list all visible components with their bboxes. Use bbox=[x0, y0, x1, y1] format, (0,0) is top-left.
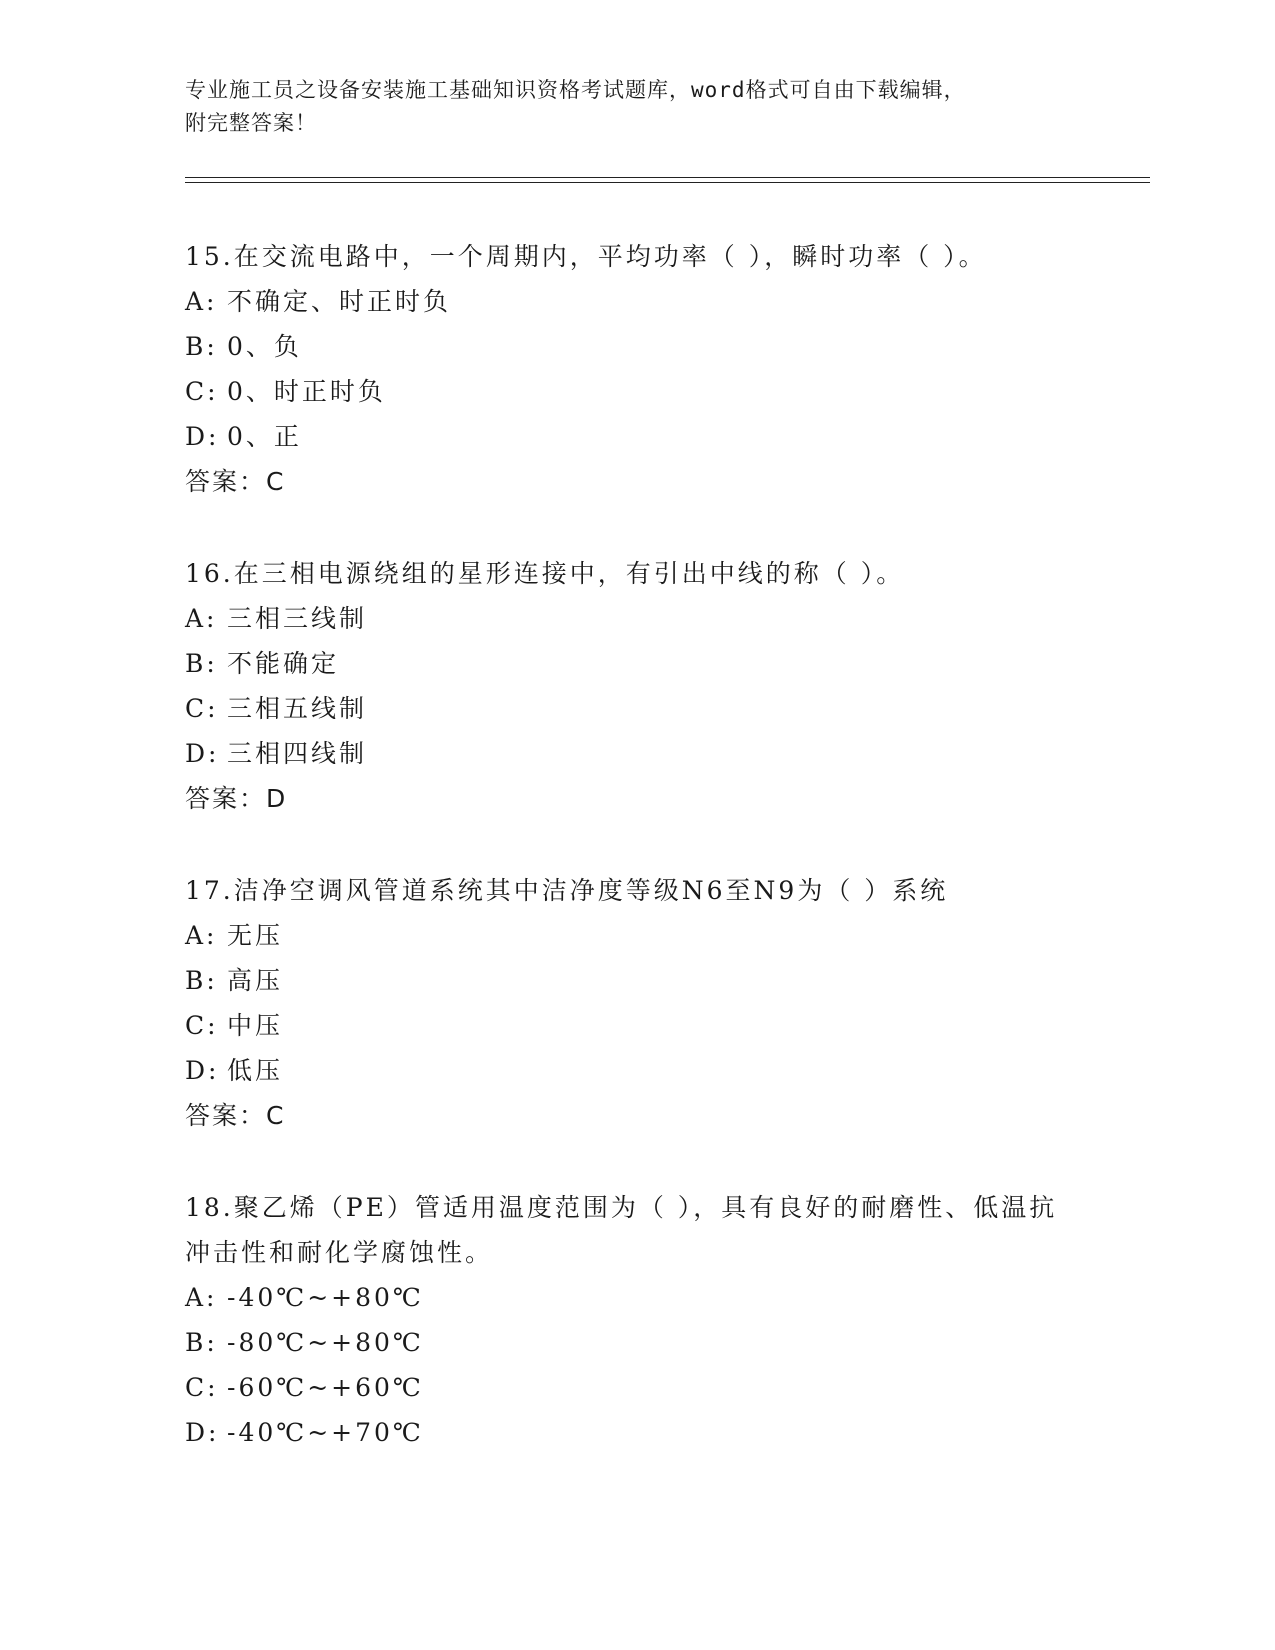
option-letter: B: bbox=[185, 966, 218, 995]
question-16 bbox=[185, 551, 1085, 821]
question-number: 16. bbox=[185, 559, 234, 588]
question-number: 17. bbox=[185, 876, 234, 905]
option-letter: A: bbox=[185, 921, 218, 950]
option-letter: C: bbox=[185, 377, 219, 406]
option-a bbox=[185, 279, 1085, 324]
option-letter: B: bbox=[185, 332, 218, 361]
option-a bbox=[185, 596, 1085, 641]
question-text: 在三相电源绕组的星形连接中，有引出中线的称（ ）。 bbox=[233, 559, 905, 588]
option-letter: C: bbox=[185, 1011, 219, 1040]
option-text: 不能确定 bbox=[227, 649, 340, 678]
question-15 bbox=[185, 234, 1085, 504]
question-18 bbox=[185, 1185, 1085, 1455]
option-c bbox=[185, 1003, 1085, 1048]
option-text: 高压 bbox=[227, 966, 284, 995]
option-c bbox=[185, 686, 1085, 731]
option-c bbox=[185, 1365, 1085, 1410]
option-letter: D: bbox=[185, 1418, 220, 1447]
option-letter: A: bbox=[185, 1283, 218, 1312]
option-d bbox=[185, 731, 1085, 776]
option-d bbox=[185, 414, 1085, 459]
question-number: 15. bbox=[185, 242, 234, 271]
header-line-2: 附完整答案！ bbox=[185, 111, 317, 135]
answer-line: 答案：C bbox=[185, 1101, 286, 1130]
option-letter: C: bbox=[185, 694, 219, 723]
question-text: 在交流电路中，一个周期内，平均功率（ ），瞬时功率（ ）。 bbox=[233, 242, 987, 271]
option-text: 低压 bbox=[227, 1056, 284, 1085]
option-letter: D: bbox=[185, 422, 220, 451]
option-text: -80℃~+80℃ bbox=[227, 1328, 424, 1357]
question-text: 聚乙烯（PE）管适用温度范围为（ ），具有良好的耐磨性、低温抗冲击性和耐化学腐蚀性。 bbox=[185, 1193, 1058, 1267]
option-letter: C: bbox=[185, 1373, 219, 1402]
option-text: 0、正 bbox=[227, 422, 302, 451]
option-d bbox=[185, 1410, 1085, 1455]
option-a bbox=[185, 1275, 1085, 1320]
option-b bbox=[185, 324, 1085, 369]
question-text: 洁净空调风管道系统其中洁净度等级N6至N9为（ ）系统 bbox=[233, 876, 949, 905]
question-number: 18. bbox=[185, 1193, 234, 1222]
question-stem bbox=[185, 551, 1065, 596]
option-text: 三相五线制 bbox=[227, 694, 368, 723]
document-header bbox=[185, 74, 1065, 140]
option-b bbox=[185, 641, 1085, 686]
option-letter: D: bbox=[185, 1056, 220, 1085]
option-c bbox=[185, 369, 1085, 414]
question-stem bbox=[185, 868, 1065, 913]
option-text: 三相三线制 bbox=[227, 604, 368, 633]
option-text: -40℃~+80℃ bbox=[227, 1283, 424, 1312]
option-text: 三相四线制 bbox=[227, 739, 368, 768]
option-b bbox=[185, 1320, 1085, 1365]
answer-line: 答案：D bbox=[185, 784, 288, 813]
option-d bbox=[185, 1048, 1085, 1093]
option-a bbox=[185, 913, 1085, 958]
header-divider-top bbox=[185, 177, 1150, 178]
option-letter: B: bbox=[185, 649, 218, 678]
option-text: 无压 bbox=[227, 921, 284, 950]
option-letter: A: bbox=[185, 604, 218, 633]
option-letter: D: bbox=[185, 739, 220, 768]
option-text: 中压 bbox=[227, 1011, 284, 1040]
option-text: -60℃~+60℃ bbox=[227, 1373, 424, 1402]
option-b bbox=[185, 958, 1085, 1003]
answer-line: 答案：C bbox=[185, 467, 286, 496]
option-letter: A: bbox=[185, 287, 218, 316]
header-divider-bottom bbox=[185, 182, 1150, 183]
header-line-1: 专业施工员之设备安装施工基础知识资格考试题库，word格式可自由下载编辑， bbox=[185, 78, 966, 102]
option-text: 0、时正时负 bbox=[227, 377, 386, 406]
option-text: -40℃~+70℃ bbox=[227, 1418, 424, 1447]
option-text: 0、负 bbox=[227, 332, 302, 361]
question-17 bbox=[185, 868, 1085, 1138]
question-stem bbox=[185, 234, 1065, 279]
option-text: 不确定、时正时负 bbox=[227, 287, 452, 316]
question-stem bbox=[185, 1185, 1065, 1275]
option-letter: B: bbox=[185, 1328, 218, 1357]
